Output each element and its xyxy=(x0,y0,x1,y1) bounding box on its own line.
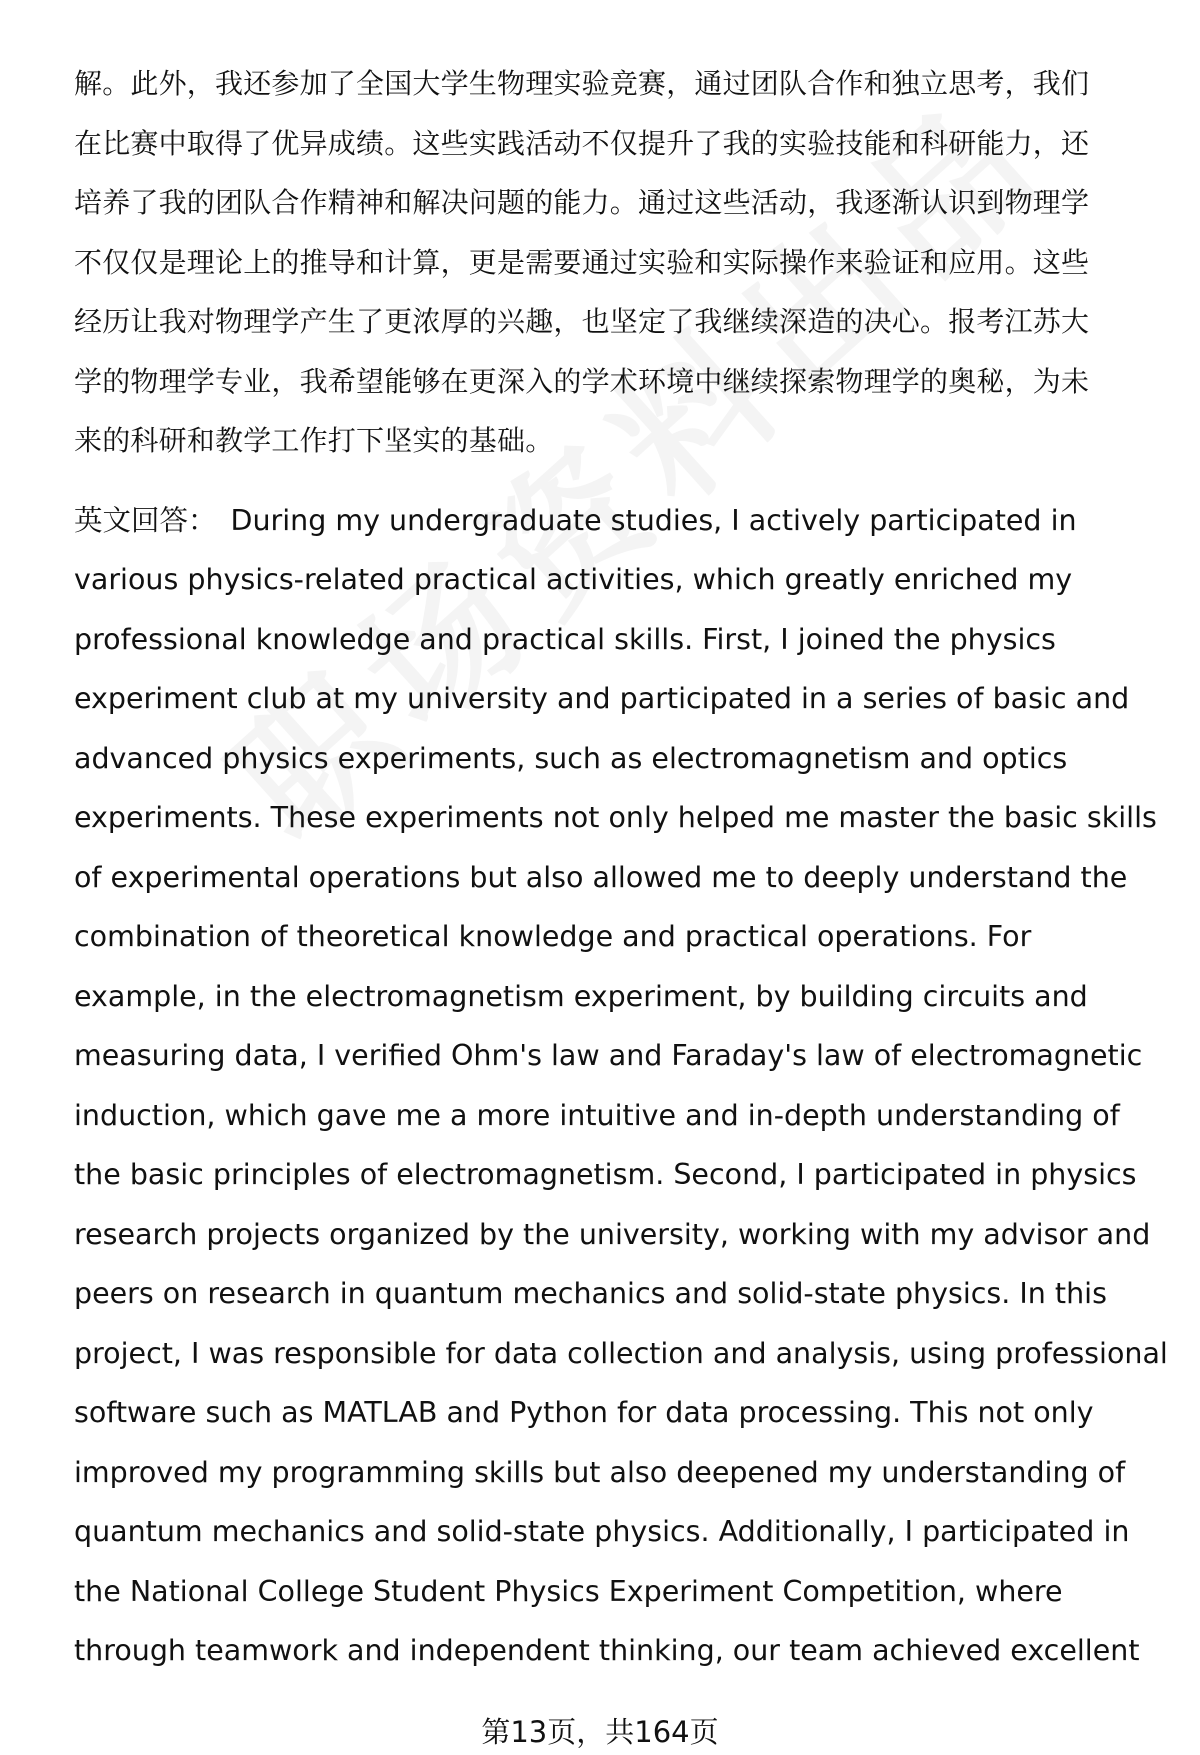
text-line: various physics-related practical activities, which greatly enriched my xyxy=(74,563,1073,596)
english-answer-paragraph xyxy=(74,491,1168,1681)
text-line: 不仅仅是理论上的推导和计算，更是需要通过实验和实际操作来验证和应用。这些 xyxy=(74,245,1090,279)
text-line: 学的物理学专业，我希望能够在更深入的学术环境中继续探索物理学的奥秘，为未 xyxy=(74,364,1090,398)
text-line: experiment club at my university and participated in a series of basic and xyxy=(74,682,1130,715)
text-line: of experimental operations but also allowed me to deeply understand the xyxy=(74,860,1128,894)
english-first-line: During my undergraduate studies, I actively participated in xyxy=(230,503,1077,537)
page-number-footer: 第13页，共164页 xyxy=(481,1715,719,1749)
text-line: 解。此外，我还参加了全国大学生物理实验竞赛，通过团队合作和独立思考，我们 xyxy=(74,67,1090,100)
text-line: measuring data, I verified Ohm's law and Faraday's law of electromagnetic xyxy=(74,1039,1143,1072)
text-line: advanced physics experiments, such as electromagnetism and optics xyxy=(74,741,1068,775)
english-answer-label: 英文回答： xyxy=(74,503,217,537)
text-line: the basic principles of electromagnetism. Second, I participated in physics xyxy=(74,1158,1137,1191)
text-line: research projects organized by the university, working with my advisor and xyxy=(74,1217,1151,1251)
text-line: combination of theoretical knowledge and practical operations. For xyxy=(74,920,1032,953)
text-line: peers on research in quantum mechanics and solid-state physics. In this xyxy=(74,1277,1107,1310)
text-line: induction, which gave me a more intuitive and in-depth understanding of xyxy=(74,1098,1120,1132)
text-line: 培养了我的团队合作精神和解决问题的能力。通过这些活动，我逐渐认识到物理学 xyxy=(74,186,1090,219)
text-line: experiments. These experiments not only helped me master the basic skills xyxy=(74,801,1157,834)
page-content xyxy=(74,54,1168,1681)
text-line: example, in the electromagnetism experiment, by building circuits and xyxy=(74,979,1088,1013)
text-line: project, I was responsible for data collection and analysis, using professional xyxy=(74,1336,1168,1370)
text-line: quantum mechanics and solid-state physics. Additionally, I participated in xyxy=(74,1515,1130,1548)
text-line: through teamwork and independent thinking, our team achieved excellent xyxy=(74,1634,1140,1667)
text-line: improved my programming skills but also deepened my understanding of xyxy=(74,1455,1126,1489)
text-line xyxy=(74,491,1164,551)
text-line: 经历让我对物理学产生了更浓厚的兴趣，也坚定了我继续深造的决心。报考江苏大 xyxy=(74,305,1090,338)
text-line: professional knowledge and practical skills. First, I joined the physics xyxy=(74,622,1056,656)
text-line: the National College Student Physics Experiment Competition, where xyxy=(74,1574,1063,1608)
text-line: 在比赛中取得了优异成绩。这些实践活动不仅提升了我的实验技能和科研能力，还 xyxy=(74,126,1090,160)
text-line: software such as MATLAB and Python for data processing. This not only xyxy=(74,1396,1094,1429)
chinese-answer-paragraph xyxy=(74,54,1164,471)
text-line: 来的科研和教学工作打下坚实的基础。 xyxy=(74,424,554,457)
